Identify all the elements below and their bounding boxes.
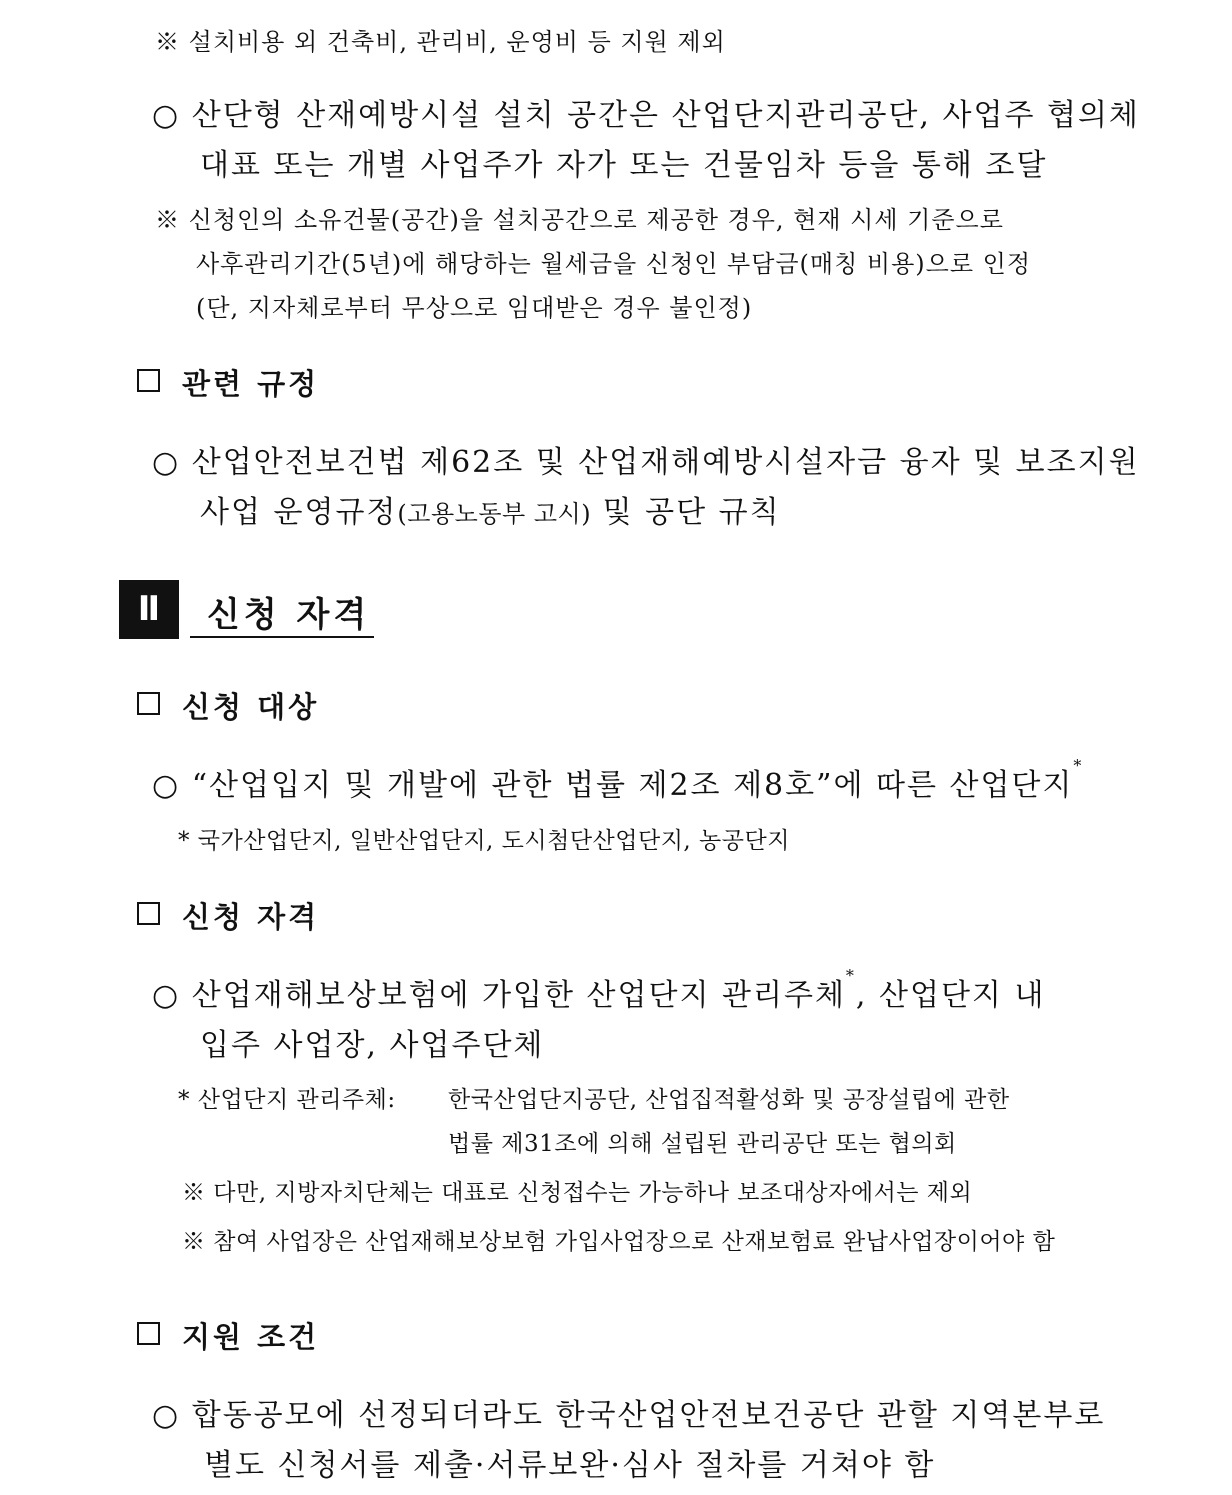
section-title-underline [190, 636, 374, 638]
checkbox-square-icon [137, 1322, 160, 1345]
space-note-line-3: (단, 지자체로부터 무상으로 임대받은 경우 불인정) [196, 294, 753, 322]
regulation-line-2-a: 사업 운영규정 [200, 495, 398, 530]
target-line-1 [152, 756, 1084, 804]
heading-target: 신청 대상 [182, 690, 320, 724]
eligibility-footnote-line-2: 법률 제31조에 의해 설립된 관리공단 또는 협의회 [448, 1131, 957, 1157]
checkbox-square-icon [137, 902, 160, 925]
target-footnote: * 국가산업단지, 일반산업단지, 도시첨단산업단지, 농공단지 [178, 828, 790, 854]
space-note-line-1: ※ 신청인의 소유건물(공간)을 설치공간으로 제공한 경우, 현재 시세 기준으로 [155, 206, 1004, 234]
space-line-1: ○ 산단형 산재예방시설 설치 공간은 산업단지관리공단, 사업주 협의체 [152, 98, 1140, 133]
eligibility-line-1-a: ○ 산업재해보상보험에 가입한 산업단지 관리주체 [152, 978, 846, 1013]
target-footnote-mark: * [1073, 756, 1084, 775]
conditions-line-2: 별도 신청서를 제출·서류보완·심사 절차를 거쳐야 함 [204, 1448, 936, 1483]
section-number-badge: Ⅱ [119, 580, 179, 639]
note-install-cost: ※ 설치비용 외 건축비, 관리비, 운영비 등 지원 제외 [155, 28, 726, 56]
eligibility-footnote-line-1: 한국산업단지공단, 산업집적활성화 및 공장설립에 관한 [448, 1087, 1010, 1113]
regulation-line-1: ○ 산업안전보건법 제62조 및 산업재해예방시설자금 융자 및 보조지원 [152, 445, 1140, 480]
heading-regulation: 관련 규정 [182, 367, 320, 401]
space-line-2: 대표 또는 개별 사업주가 자가 또는 건물임차 등을 통해 조달 [200, 148, 1048, 183]
eligibility-note-2: ※ 참여 사업장은 산업재해보상보험 가입사업장으로 산재보험료 완납사업장이어야 함 [182, 1229, 1056, 1255]
checkbox-square-icon [137, 692, 160, 715]
eligibility-line-2: 입주 사업장, 사업주단체 [200, 1028, 545, 1063]
regulation-line-2 [200, 487, 781, 531]
conditions-line-1: ○ 합동공모에 선정되더라도 한국산업안전보건공단 관할 지역본부로 [152, 1398, 1106, 1433]
section-title: 신청 자격 [207, 595, 371, 635]
target-line-1-text: ○ “산업입지 및 개발에 관한 법률 제2조 제8호”에 따른 산업단지 [152, 768, 1074, 803]
heading-eligibility: 신청 자격 [182, 900, 320, 934]
regulation-line-2-b: 및 공단 규칙 [591, 495, 781, 530]
checkbox-square-icon [137, 369, 160, 392]
eligibility-note-1: ※ 다만, 지방자치단체는 대표로 신청접수는 가능하나 보조대상자에서는 제외 [182, 1180, 973, 1206]
regulation-line-2-paren: (고용노동부 고시) [397, 500, 592, 528]
space-note-line-2: 사후관리기간(5년)에 해당하는 월세금을 신청인 부담금(매칭 비용)으로 인정 [196, 250, 1032, 278]
eligibility-footnote-mark: * [845, 966, 856, 985]
eligibility-line-1 [152, 966, 1046, 1014]
heading-conditions: 지원 조건 [182, 1320, 320, 1354]
eligibility-line-1-b: , 산업단지 내 [855, 978, 1046, 1013]
eligibility-footnote-label: * 산업단지 관리주체: [178, 1087, 396, 1113]
